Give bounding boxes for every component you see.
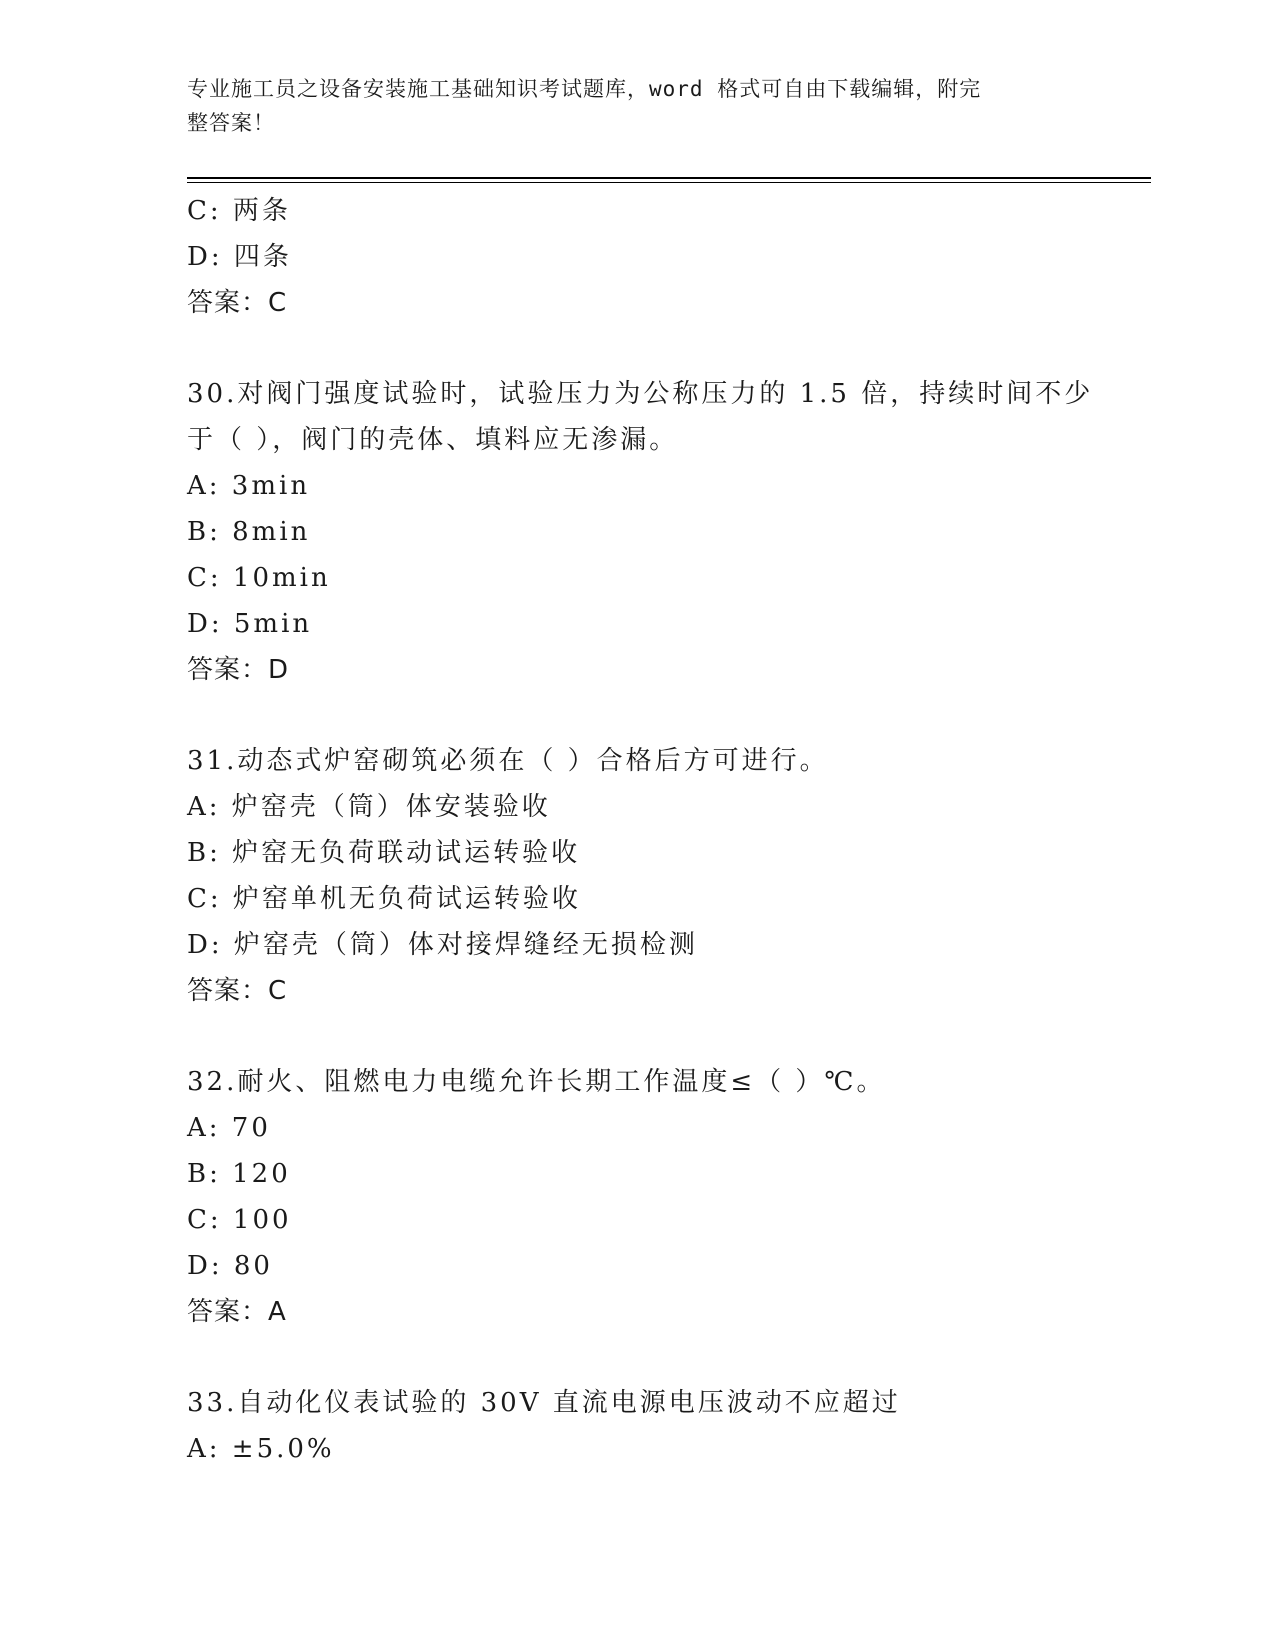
- page-header: [187, 72, 1087, 140]
- question-stem-line-1: 30.对阀门强度试验时，试验压力为公称压力的 1.5 倍，持续时间不少: [187, 379, 1094, 409]
- question-list: [187, 188, 1127, 1472]
- header-divider-thick: [187, 177, 1151, 179]
- option-c: C: 10min: [187, 563, 331, 593]
- option-b: B: 8min: [187, 517, 311, 547]
- question-block-31: [187, 738, 1127, 1014]
- option-d: D: 四条: [187, 242, 292, 272]
- question-stem: 32.耐火、阻燃电力电缆允许长期工作温度≤（ ）℃。: [187, 1067, 886, 1097]
- option-b: B: 炉窑无负荷联动试运转验收: [187, 838, 581, 868]
- option-c: C: 两条: [187, 196, 291, 226]
- answer-line: 答案：C: [187, 288, 288, 318]
- answer-line: 答案：A: [187, 1297, 287, 1327]
- header-line-1: 专业施工员之设备安装施工基础知识考试题库，word 格式可自由下载编辑，附完: [187, 77, 982, 101]
- option-a: A: 3min: [187, 471, 311, 501]
- spacer: [187, 326, 1127, 371]
- answer-line: 答案：C: [187, 976, 288, 1006]
- question-block-prev: [187, 188, 1127, 326]
- answer-line: 答案：D: [187, 655, 290, 685]
- option-d: D: 炉窑壳（筒）体对接焊缝经无损检测: [187, 930, 698, 960]
- option-a: A: 70: [187, 1113, 271, 1143]
- header-line-2: 整答案！: [187, 111, 275, 135]
- question-stem: 33.自动化仪表试验的 30V 直流电源电压波动不应超过: [187, 1388, 901, 1418]
- option-c: C: 100: [187, 1205, 292, 1235]
- option-a: A: ±5.0%: [187, 1434, 335, 1464]
- spacer: [187, 1335, 1127, 1380]
- option-c: C: 炉窑单机无负荷试运转验收: [187, 884, 581, 914]
- spacer: [187, 693, 1127, 738]
- option-d: D: 80: [187, 1251, 273, 1281]
- question-stem-line-2: 于（ ），阀门的壳体、填料应无渗漏。: [187, 425, 679, 455]
- header-divider-thin: [187, 182, 1151, 183]
- question-stem: 31.动态式炉窑砌筑必须在（ ）合格后方可进行。: [187, 746, 829, 776]
- option-a: A: 炉窑壳（筒）体安装验收: [187, 792, 551, 822]
- question-block-33: [187, 1380, 1127, 1472]
- option-d: D: 5min: [187, 609, 313, 639]
- spacer: [187, 1014, 1127, 1059]
- question-block-32: [187, 1059, 1127, 1335]
- question-block-30: [187, 371, 1127, 693]
- option-b: B: 120: [187, 1159, 291, 1189]
